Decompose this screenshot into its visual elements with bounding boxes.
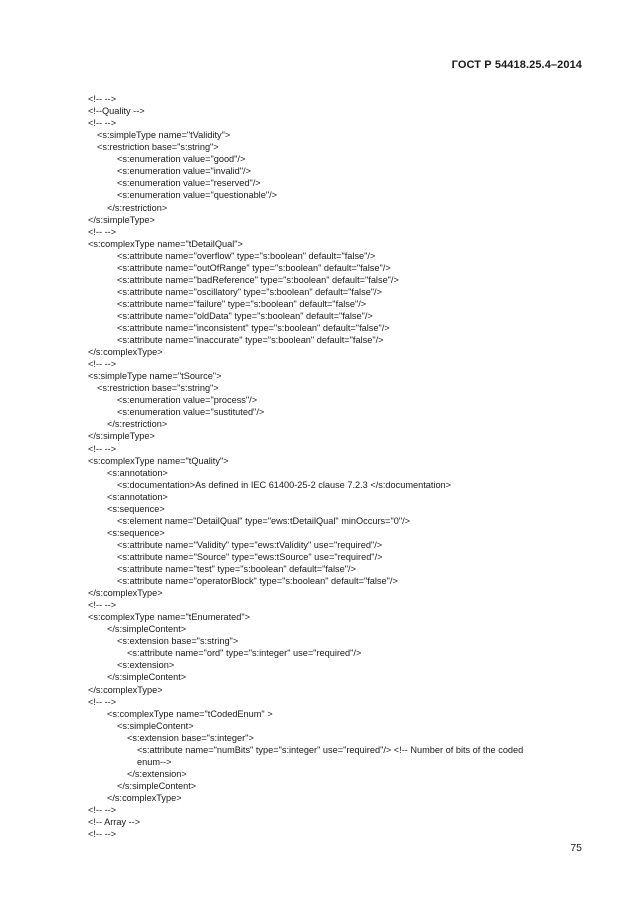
code-line: <s:complexType name="tDetailQual"> xyxy=(88,238,243,249)
code-line: <!-- --> xyxy=(88,805,117,815)
code-line: <!--Quality --> xyxy=(88,106,145,117)
code-line: <s:extension base="s:integer"> xyxy=(127,732,254,743)
code-line: </s:simpleContent> xyxy=(107,672,187,683)
code-line: <s:sequence> xyxy=(107,527,165,538)
code-line: <s:sequence> xyxy=(107,503,165,514)
code-line: </s:restriction> xyxy=(107,419,168,430)
code-line: </s:restriction> xyxy=(107,202,168,213)
code-line: <s:attribute name="Source" type="ews:tSource" use="required"/> xyxy=(117,551,383,562)
code-line: <s:attribute name="ord" type="s:integer" use="required"/> xyxy=(127,648,362,659)
code-line: <s:enumeration value="good"/> xyxy=(117,154,246,165)
code-line: <!-- Array --> xyxy=(88,817,141,827)
code-line: <s:enumeration value="questionable"/> xyxy=(117,190,278,201)
code-line: <!-- --> xyxy=(88,226,117,237)
code-line: </s:complexType> xyxy=(88,684,163,695)
code-line: <s:simpleType name="tSource"> xyxy=(88,371,222,382)
code-line: <s:attribute name="inaccurate" type="s:boolean" default="false"/> xyxy=(117,335,384,345)
code-line: <s:enumeration value="invalid"/> xyxy=(117,166,251,177)
code-line: <s:attribute name="oldData" type="s:boolean" default="false"/> xyxy=(117,310,373,321)
code-line: <s:enumeration value="sustituted"/> xyxy=(117,407,265,418)
code-line: <!-- --> xyxy=(88,696,117,707)
code-line: <s:enumeration value="reserved"/> xyxy=(117,178,261,189)
document-header xyxy=(452,59,582,71)
code-line: <s:attribute name="test" type="s:boolean" default="false"/> xyxy=(117,564,356,574)
code-line: <s:complexType name="tCodedEnum" > xyxy=(107,708,273,719)
code-line: <s:complexType name="tEnumerated"> xyxy=(88,612,251,623)
code-line: <!-- --> xyxy=(88,118,117,129)
code-line: <!-- --> xyxy=(88,600,117,611)
code-line: <s:attribute name="overflow" type="s:boolean" default="false"/> xyxy=(117,250,376,261)
code-line: <!-- --> xyxy=(88,443,117,454)
code-line: <s:attribute name="numBits" type="s:integer" use="required"/> <!-- Number of bits of the coded xyxy=(137,744,524,755)
code-line: <s:simpleType name="tValidity"> xyxy=(97,130,231,141)
code-line: <s:extension base="s:string"> xyxy=(117,636,239,647)
code-line: <s:annotation> xyxy=(107,467,168,478)
code-line: </s:complexType> xyxy=(107,792,182,803)
code-line: <s:attribute name="outOfRange" type="s:boolean" default="false"/> xyxy=(117,262,391,273)
code-line: </s:simpleType> xyxy=(88,214,155,225)
code-line: <!-- --> xyxy=(88,94,117,104)
code-line: enum--> xyxy=(137,756,172,767)
code-line: <s:attribute name="failure" type="s:boolean" default="false"/> xyxy=(117,298,367,309)
code-line: <s:attribute name="operatorBlock" type="s:boolean" default="false"/> xyxy=(117,576,398,586)
page-number: 75 xyxy=(570,842,582,854)
code-line: <s:attribute name="Validity" type="ews:tValidity" use="required"/> xyxy=(117,539,383,550)
code-line: <s:restriction base="s:string"> xyxy=(97,383,219,394)
code-line: <s:attribute name="badReference" type="s:boolean" default="false"/> xyxy=(117,274,399,285)
code-line: <s:simpleContent> xyxy=(117,720,194,731)
code-line: </s:extension> xyxy=(127,768,187,779)
code-line: </s:simpleContent> xyxy=(107,624,187,635)
code-line: <s:attribute name="oscillatory" type="s:boolean" default="false"/> xyxy=(117,286,382,297)
code-line: </s:simpleType> xyxy=(88,431,155,442)
code-line: <s:complexType name="tQuality"> xyxy=(88,455,229,466)
code-line: <s:documentation>As defined in IEC 61400-25-2 clause 7.2.3 </s:documentation> xyxy=(117,479,452,490)
code-line: <!-- --> xyxy=(88,359,117,370)
code-line: <s:annotation> xyxy=(107,491,168,502)
code-line: <s:element name="DetailQual" type="ews:tDetailQual" minOccurs="0"/> xyxy=(117,515,411,526)
code-line: <s:attribute name="inconsistent" type="s:boolean" default="false"/> xyxy=(117,323,390,333)
code-line: <s:enumeration value="process"/> xyxy=(117,395,258,406)
code-line: <s:restriction base="s:string"> xyxy=(97,142,219,153)
code-line: </s:simpleContent> xyxy=(117,780,197,791)
code-line: <s:extension> xyxy=(117,660,175,671)
standard-number: ГОСТ Р 54418.25.4–2014 xyxy=(451,59,582,71)
code-line: <!-- --> xyxy=(88,829,117,840)
code-line: </s:complexType> xyxy=(88,347,163,358)
code-line: </s:complexType> xyxy=(88,588,163,599)
